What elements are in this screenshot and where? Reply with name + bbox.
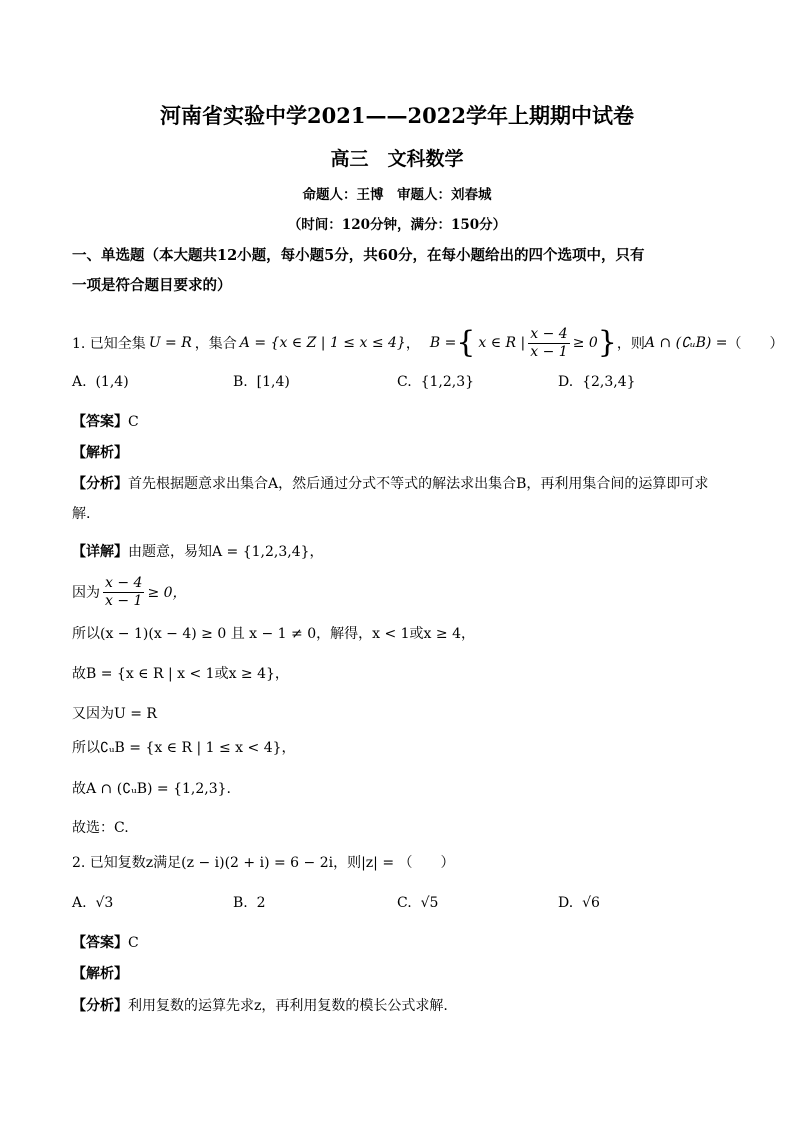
q1-set-a: A = {x ∈ Z | 1 ≤ x ≤ 4}: [239, 335, 406, 351]
authors-line: 命题人：王博 审题人：刘春城: [302, 187, 492, 203]
q1-fenxi-line1: 【分析】首先根据题意求出集合A，然后通过分式不等式的解法求出集合B，再利用集合间的运算即可求: [72, 476, 709, 492]
q1-prefix: 1. 已知全集: [72, 336, 146, 352]
time-info-line: （时间：120分钟，满分：150分）: [287, 217, 507, 233]
q1-detail-line7: 故A ∩ (∁ᵤB) = {1,2,3}.: [72, 781, 231, 797]
q1-ask-expression: A ∩ (∁ᵤB) =: [644, 335, 728, 351]
q1-detail-numerator: x − 4: [105, 575, 143, 592]
q1-option-a: A. (1,4): [72, 374, 129, 390]
q2-analysis-tag: 【解析】: [72, 966, 128, 982]
left-brace-icon: {: [456, 325, 476, 360]
detail-tag: 【详解】: [72, 544, 128, 560]
q1-fraction-denominator: x − 1: [530, 343, 568, 360]
q1-fraction-numerator: x − 4: [530, 326, 568, 343]
section-heading-line2: 一项是符合题目要求的）: [72, 277, 232, 294]
q1-universal-set: U = R: [148, 335, 192, 351]
question-2-stem: 2. 已知复数z满足(z − i)(2 + i) = 6 − 2i，则|z| = （ ）: [72, 855, 455, 871]
q1-option-b: B. [1,4): [233, 374, 290, 390]
q1-answer-line: [72, 411, 139, 431]
fenxi-tag: 【分析】: [72, 998, 128, 1014]
q2-answer-value: C: [128, 935, 139, 951]
q1-answer-parens: （ ）: [727, 336, 784, 352]
q1-detail-line4: 故B = {x ∈ R | x < 1或x ≥ 4}，: [72, 666, 289, 682]
q1-set-b: [430, 326, 617, 359]
q1-set-b-condition: x ∈ R |: [478, 335, 526, 351]
q1-detail-line3: 所以(x − 1)(x − 4) ≥ 0 且 x − 1 ≠ 0，解得，x < 1或x ≥ 4，: [72, 626, 475, 642]
q1-text-set: ，集合: [194, 336, 237, 352]
q2-option-a: A. √3: [72, 895, 114, 911]
q1-because: 因为: [72, 585, 100, 601]
q1-detail-inequality: ≥ 0，: [147, 585, 187, 601]
q1-detail-fraction: [103, 575, 144, 608]
q1-answer-value: C: [128, 414, 139, 430]
q1-analysis-tag: 【解析】: [72, 445, 128, 461]
fenxi-tag: 【分析】: [72, 476, 128, 492]
exam-subtitle: 高三 文科数学: [330, 148, 464, 170]
q2-option-b: B. 2: [233, 895, 266, 911]
q2-fenxi-line: 【分析】利用复数的运算先求z，再利用复数的模长公式求解.: [72, 998, 448, 1014]
section-heading-line1: 一、单选题（本大题共12小题，每小题5分，共60分，在每小题给出的四个选项中，只有: [72, 247, 645, 264]
q2-answer-line: [72, 932, 139, 952]
q1-detail-line6: 所以∁ᵤB = {x ∈ R | 1 ≤ x < 4}，: [72, 740, 296, 756]
q1-choose-line: 故选：C.: [72, 820, 129, 836]
q1-option-d: D. {2,3,4}: [558, 374, 636, 390]
q1-detail-line2: [72, 572, 187, 612]
q1-then: ，则: [616, 336, 645, 352]
q1-detail-line1: 【详解】由题意，易知A = {1,2,3,4}，: [72, 544, 324, 560]
q2-option-d: D. √6: [558, 895, 600, 911]
q1-set-b-left: B =: [429, 335, 457, 351]
answer-tag: 【答案】: [72, 414, 128, 430]
q1-detail-denominator: x − 1: [105, 592, 143, 609]
right-brace-icon: }: [597, 325, 617, 360]
question-1-stem: [72, 318, 784, 368]
exam-title: 河南省实验中学2021——2022学年上期期中试卷: [160, 103, 634, 128]
q1-option-c: C. {1,2,3}: [397, 374, 475, 390]
q1-detail-line5: 又因为U = R: [72, 706, 157, 722]
answer-tag: 【答案】: [72, 935, 128, 951]
q1-comma: ，: [405, 336, 420, 352]
q1-set-b-fraction: [528, 326, 569, 359]
q1-set-b-inequality: ≥ 0: [572, 335, 598, 351]
q1-fenxi-line2: 解.: [72, 506, 91, 522]
q2-option-c: C. √5: [397, 895, 439, 911]
